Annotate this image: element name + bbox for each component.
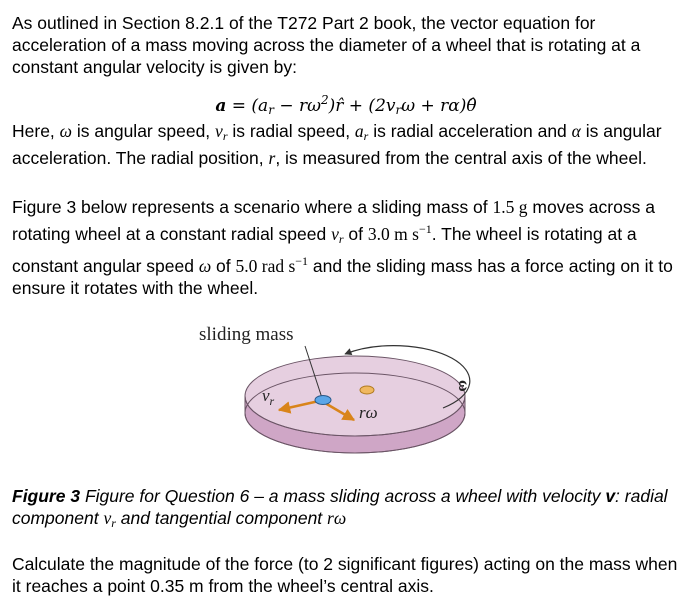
wheel-disc (245, 356, 465, 453)
angular-velocity-label: ω (455, 380, 472, 392)
radial-velocity-label: $v_r$ (262, 386, 275, 408)
tangential-velocity-label: rω (359, 403, 378, 422)
question-paragraph: Calculate the magnitude of the force (to 2 significant figures) acting on the mass when it reaches a point 0.35 m from the wheel’s central axis. (12, 554, 678, 596)
sliding-mass (315, 396, 331, 405)
sliding-mass-label: sliding mass (199, 324, 294, 345)
acceleration-equation: $a = (a_r$ − $r\omega^2)r̂ + (2v_r\omega$ + rα)θ̂ (215, 93, 477, 117)
definitions-paragraph: Here, ω is angular speed, $v_r$ is radial speed, $a_r$ is radial acceleration and α is angular acceleration. The radial position, r, is measured from the central axis of the wheel. (12, 121, 662, 168)
intro-paragraph: As outlined in Section 8.2.1 of the T272 Part 2 book, the vector equation for acceleration of a mass moving across the diameter of a wheel that is rotating at a constant angular velocity is given by: (12, 13, 641, 77)
scenario-paragraph: Figure 3 below represents a scenario where a sliding mass of 1.5 g moves across a rotating wheel at a constant radial speed $v_r$ of 3.0 m $s^{-1}$. The wheel is rotating at a constant angular speed ω of 5.0 rad $s^{-1}$ and the sliding mass has a force acting on it to ensure it rotates with the wheel. (12, 197, 673, 298)
figure-caption: Figure 3 Figure for Question 6 – a mass sliding across a wheel with velocity v: radial component $v_r$ and tangential component rω (12, 485, 668, 530)
rotating-wheel-figure (195, 318, 485, 460)
central-axis-marker (360, 386, 374, 394)
